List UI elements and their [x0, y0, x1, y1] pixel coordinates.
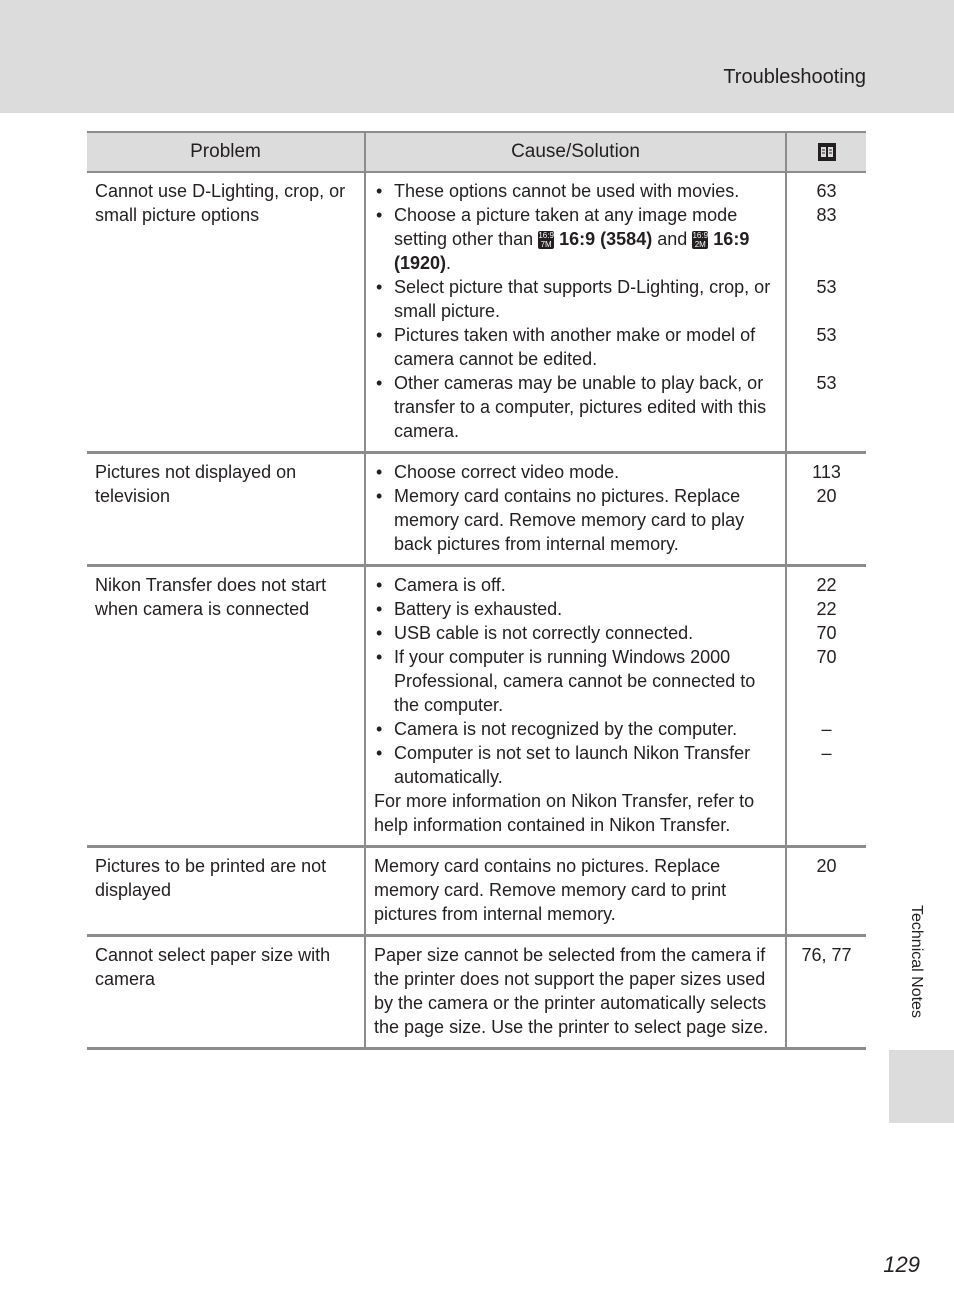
cause-cell: Paper size cannot be selected from the camera if the printer does not support the paper sizes used by the camera or the printer automatically selects the page size. Use the printer to select page size.	[365, 936, 786, 1049]
troubleshooting-table-container	[87, 131, 866, 1050]
image-mode-name: 16:9 (1920)	[394, 229, 750, 273]
list-item: • Camera is off.	[374, 573, 777, 597]
page-ref: 83	[816, 205, 837, 225]
column-header-problem: Problem	[87, 132, 365, 172]
page-ref: 22	[816, 575, 837, 595]
page-number: 129	[883, 1252, 920, 1277]
page-ref: 20	[816, 486, 837, 506]
problem-cell: Cannot use D-Lighting, crop, or small picture options	[87, 172, 365, 453]
list-item: • Select picture that supports D-Lighting, crop, or small picture.	[374, 275, 777, 323]
mode-icon-top: 16:9	[692, 231, 709, 240]
problem-cell: Cannot select paper size with camera	[87, 936, 365, 1049]
page-ref-cell	[786, 936, 866, 1049]
table-row	[87, 172, 866, 453]
page-ref-cell	[786, 847, 866, 936]
page-ref: 53	[816, 277, 837, 297]
page-ref: 113	[812, 462, 841, 482]
image-mode-name: 16:9 (3584)	[559, 229, 653, 249]
cause-list	[374, 460, 777, 556]
cause-list	[374, 179, 777, 443]
header-band	[0, 0, 954, 113]
page-ref-cell	[786, 566, 866, 847]
column-header-cause-solution: Cause/Solution	[365, 132, 786, 172]
column-header-reference	[786, 132, 866, 172]
page-ref: –	[821, 743, 832, 763]
page-ref: 76, 77	[801, 945, 852, 965]
cause-list	[374, 573, 777, 789]
sentence-end: .	[446, 253, 452, 273]
list-item: • Memory card contains no pictures. Replace memory card. Remove memory card to play back pictures from internal memory.	[374, 484, 777, 556]
problem-cell: Pictures to be printed are not displayed	[87, 847, 365, 936]
side-tab	[889, 1050, 954, 1123]
troubleshooting-table	[87, 131, 866, 1050]
table-row	[87, 936, 866, 1049]
list-item: • Pictures taken with another make or model of camera cannot be edited.	[374, 323, 777, 371]
list-item: • Battery is exhausted.	[374, 597, 777, 621]
mode-icon-bottom: 2M	[694, 240, 706, 249]
reference-icon	[817, 142, 837, 162]
page-ref: 20	[816, 856, 837, 876]
list-item	[374, 203, 777, 275]
page-ref: 70	[816, 623, 837, 643]
page-ref-cell	[786, 453, 866, 566]
cause-cell	[365, 453, 786, 566]
list-item: • These options cannot be used with movies.	[374, 179, 777, 203]
table-row	[87, 847, 866, 936]
list-item: • Camera is not recognized by the computer.	[374, 717, 777, 741]
problem-cell: Pictures not displayed on television	[87, 453, 365, 566]
image-mode-16-9-2m-icon	[692, 231, 708, 249]
page-ref: 53	[816, 373, 837, 393]
cause-cell: Memory card contains no pictures. Replace memory card. Remove memory card to print pictures from internal memory.	[365, 847, 786, 936]
cause-note: For more information on Nikon Transfer, refer to help information contained in Nikon Transfer.	[374, 791, 755, 835]
mode-icon-bottom: 7M	[540, 240, 552, 249]
side-tab-label: Technical Notes	[908, 905, 925, 1018]
table-row	[87, 453, 866, 566]
table-header-row	[87, 132, 866, 172]
page-ref: 53	[816, 325, 837, 345]
mode-icon-top: 16:9	[538, 231, 554, 240]
conjunction: and	[657, 229, 688, 249]
list-item: • If your computer is running Windows 2000 Professional, camera cannot be connected to the computer.	[374, 645, 777, 717]
page-ref: –	[821, 719, 832, 739]
table-row	[87, 566, 866, 847]
page-ref: 22	[816, 599, 837, 619]
cause-cell	[365, 566, 786, 847]
problem-cell: Nikon Transfer does not start when camera is connected	[87, 566, 365, 847]
cause-cell	[365, 172, 786, 453]
list-item: • USB cable is not correctly connected.	[374, 621, 777, 645]
image-mode-16-9-7m-icon	[538, 231, 554, 249]
list-item: • Other cameras may be unable to play back, or transfer to a computer, pictures edited with this camera.	[374, 371, 777, 443]
list-item-text: Choose a picture taken at any image mode setting other than	[394, 205, 738, 249]
list-item: • Choose correct video mode.	[374, 460, 777, 484]
page-ref: 63	[816, 181, 837, 201]
list-item: • Computer is not set to launch Nikon Transfer automatically.	[374, 741, 777, 789]
page-ref: 70	[816, 647, 837, 667]
page-header-title: Troubleshooting	[723, 66, 866, 88]
page-ref-cell	[786, 172, 866, 453]
